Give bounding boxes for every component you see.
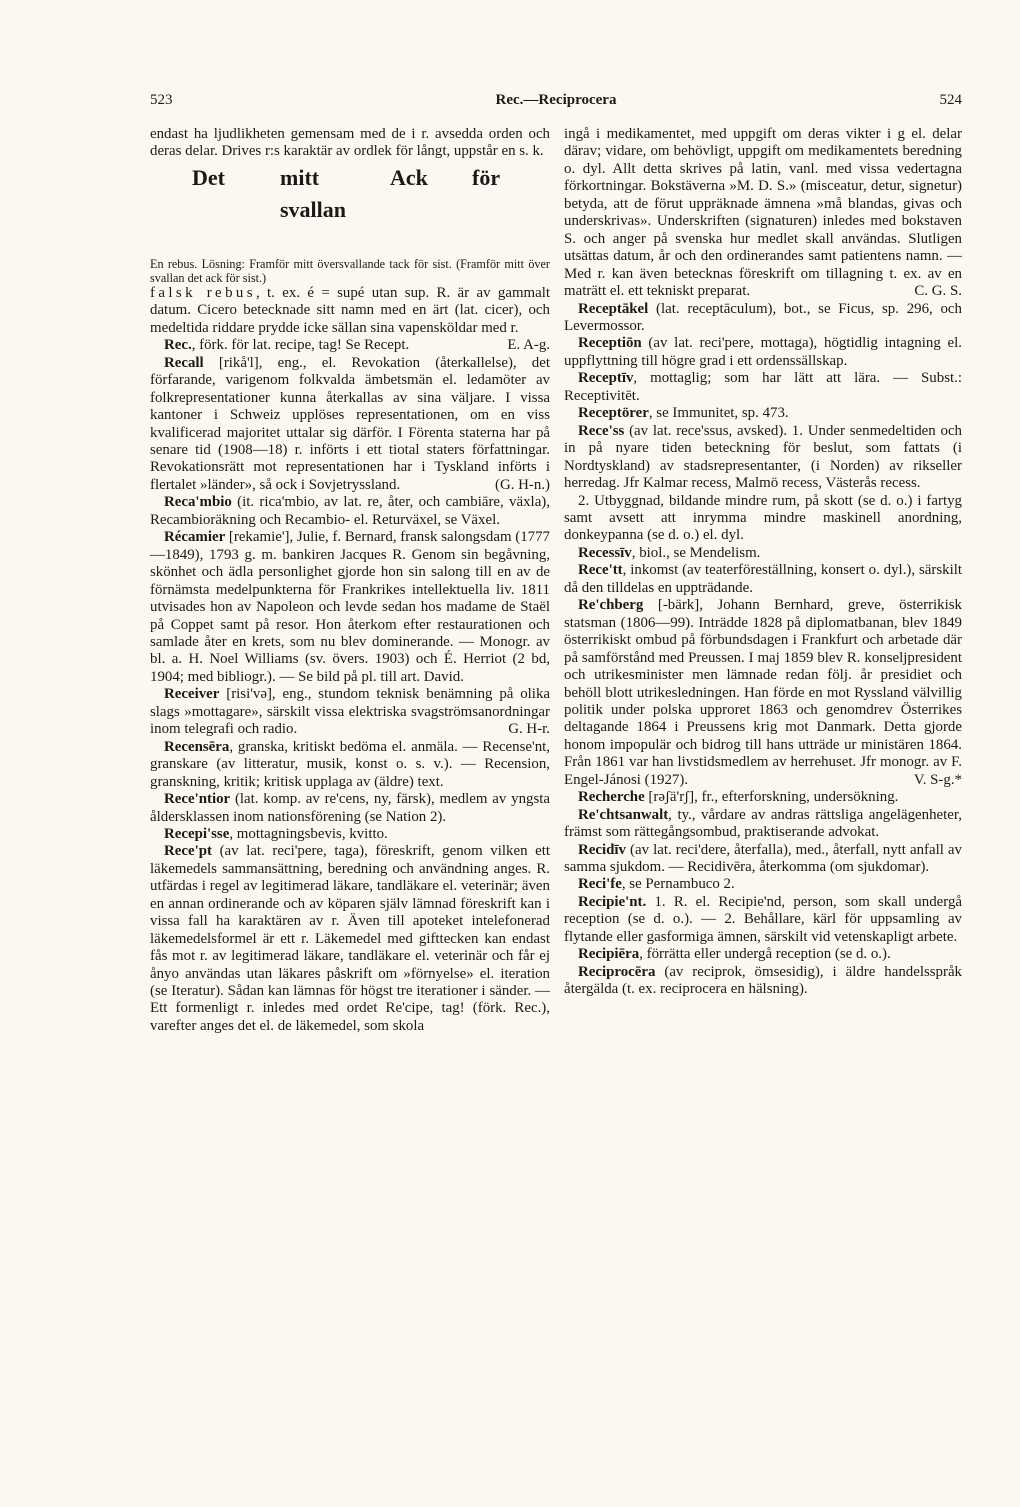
right-column [564, 126, 962, 999]
entry-recepisse [150, 826, 550, 843]
entry-rechtsanwalt [564, 807, 962, 842]
entry-text: (av lat. reci'dere, återfalla), med., återfall, nytt anfall av samma sjukdom. — Recidivēra, återkomma (om sjukdomar). [564, 841, 962, 876]
author-signature: (G. H-n.) [495, 476, 550, 493]
entry-text: (av lat. reci'pere, mottaga), högtidlig intagning el. uppflyttning till högre grad i ett ordenssällskap. [564, 335, 962, 369]
author-signature: V. S-g.* [913, 771, 962, 788]
running-title: Rec.—Reciprocera [495, 92, 617, 108]
spaced-term: falsk rebus [150, 284, 256, 301]
entry-recall [150, 355, 550, 495]
entry-recife [564, 876, 962, 893]
entry-text: , t. ex. é = supé utan sup. R. är av gammalt datum. Cicero betecknade sitt namn med en ärt (lat. cicer), och medeltida riddare prydde icke sällan sina vapensköldar med r. [150, 284, 550, 336]
page-number-right: 524 [939, 92, 962, 108]
author-signature: G. H-r. [508, 721, 550, 738]
headword: Receptörer [578, 405, 649, 422]
headword: Re'chtsanwalt [578, 806, 669, 823]
entry-text: 1. R. el. Recipie'nd, person, som skall undergå reception (se d. o.). — 2. Behållare, kärl för uppsamling av flytande eller gasformiga ämnen, särskilt vid vetenskapligt arbete. [564, 893, 962, 945]
headword: Recessīv [578, 544, 632, 561]
headword: Recipie'nt. [578, 893, 647, 910]
headword: Rece'tt [578, 562, 623, 579]
entry-text: , förk. för lat. recipe, tag! Se Recept. [191, 337, 410, 354]
rebus-word: mitt [280, 164, 320, 190]
rebus-word: Det [192, 164, 225, 190]
headword: Recidīv [578, 841, 626, 858]
left-column [150, 126, 550, 1035]
headword: Re'chberg [578, 597, 644, 614]
entry-text: (av reciprok, ömsesidig), i äldre handelsspråk återgälda (t. ex. reciprocera en hälsning). [564, 963, 962, 998]
entry-text: , ty., vårdare av andras rättsliga angelägenheter, främst som rättegångsombud, praktiserande advokat. [564, 806, 962, 841]
entry-text: , mottaglig; som har lätt att lära. — Subst.: Receptivitēt. [564, 370, 962, 404]
headword: Receptākel [578, 300, 649, 317]
rebus-caption: En rebus. Lösning: Framför mitt översvallande tack för sist. (Framför mitt över svallan det ack för sist.) [150, 256, 550, 285]
entry-continuation [564, 126, 962, 301]
author-signature: E. A-g. [507, 337, 550, 354]
headword: Reca'mbio [164, 494, 232, 511]
entry-recipient [564, 894, 962, 946]
entry-rechberg [564, 597, 962, 789]
entry-text: , inkomst (av teaterföreställning, konsert o. dyl.), särskilt då den tilldelas en uppträdande. [564, 562, 962, 596]
entry-recess [564, 423, 962, 493]
headword: Receiver [164, 686, 220, 703]
headword: Récamier [164, 529, 226, 546]
page-header [150, 92, 962, 114]
rebus-illustration [150, 164, 550, 253]
entry-receptakel [564, 301, 962, 336]
headword: Rece'ss [578, 422, 625, 439]
entry-receptorer [564, 405, 962, 422]
headword: Rec. [164, 337, 192, 354]
entry-recensera [150, 739, 550, 791]
entry-reciprocera [564, 964, 962, 999]
entry-recherche [564, 789, 962, 806]
entry-recess-2: 2. Utbyggnad, bildande mindre rum, på skott (se d. o.) i fartyg samt avsett att inrymma mindre maskinell anordning, donkeypanna (se d. o.) el. dyl. [564, 492, 962, 544]
entry-text: (it. rica'mbio, av lat. re, åter, och cambiāre, växla), Recambioräkning och Recambio- el. Returväxel, se Växel. [150, 494, 550, 528]
headword: Recipiēra [578, 946, 640, 963]
entry-text: , mottagningsbevis, kvitto. [229, 825, 388, 842]
entry-recept [150, 843, 550, 1035]
page-number-left: 523 [150, 92, 173, 108]
entry-continuation: endast ha ljudlikheten gemensam med de i r. avsedda orden och deras delar. Drives r:s karaktär av ordlek för långt, uppstår en s. k. [150, 126, 550, 160]
entry-text: (lat. komp. av re'cens, ny, färsk), medlem av yngsta åldersklassen inom nationsförening (se Nation 2). [150, 791, 550, 825]
headword: Receptīv [578, 370, 634, 387]
author-signature: C. G. S. [914, 283, 962, 300]
headword: Recepi'sse [164, 825, 230, 842]
headword: Reciprocēra [578, 963, 656, 980]
entry-text: (lat. receptāculum), bot., se Ficus, sp. 296, och Levermossor. [564, 300, 962, 334]
entry-text: ingå i medikamentet, med uppgift om deras vikter i g el. delar därav; vidare, om behövligt, uppgift om medikamentets beredning o. dyl. Allt detta skrives på latin, vanl. med vissa vedertagna förkortningar. Bokstäverna »M. D. S.» (misceatur, detur, signetur) betyda, att de förut uppräknade ämnena »må blandas, givas och underskrivas». Underskriften (signaturen) inledes med bokstaven S. och anger på svenska hur medlet skall användas. Slutligen utsättas datum, år och den ordinerandes samt patientens namn. — Med r. kan även betecknas föreskrift om tillagning t. ex. av en maträtt el. ett tekniskt preparat. [564, 126, 962, 300]
headword: Rece'ntior [164, 791, 231, 808]
rebus-word: Ack [390, 164, 428, 190]
entry-recipiera [564, 946, 962, 963]
headword: Recherche [578, 789, 645, 806]
entry-text: , se Pernambuco 2. [621, 876, 735, 893]
entry-text: [risi'vә], eng., stundom teknisk benämning på olika slags »mottagare», särskilt vissa elektriska svagströmsanordningar inom telegrafi och radio. [150, 686, 550, 738]
entry-receiver [150, 686, 550, 738]
headword: Rece'pt [164, 843, 212, 860]
rebus-word: svallan [280, 196, 347, 222]
entry-text: [rekamie'], Julie, f. Bernard, fransk salongsdam (1777—1849), 1793 g. m. bankiren Jacques R. Genom sin begåvning, skönhet och ädla personlighet gjorde hon sin salong till en av de förnämsta medelpunkterna för Frankrikes intellektuella liv. 1811 utvisades hon av Napoleon och levde sedan hos madame de Staël på Coppet samt på resor. Hon återkom efter restaurationen och samlade åter en krets, som nu blev dominerande. — Monogr. av bl. a. H. Noel Williams (sv. övers. 1903) och É. Herriot (2 bd, 1904; med bibliogr.). — Se bild på pl. till art. David. [150, 529, 550, 685]
entry-recentior [150, 791, 550, 826]
entry-recessiv [564, 545, 962, 562]
entry-receptiv [564, 370, 962, 405]
entry-text: , granska, kritiskt bedöma el. anmäla. — Recense'nt, granskare (av litteratur, musik, konst o. s. v.). — Recension, granskning, kritik; kritisk upplaga av (äldre) text. [150, 738, 550, 790]
entry-text: [rәʃä'rʃ], fr., efterforskning, undersökning. [644, 789, 899, 806]
entry-reception [564, 335, 962, 370]
headword: Receptiōn [578, 335, 642, 352]
headword: Recensēra [164, 738, 230, 755]
rebus-word: för [472, 164, 501, 190]
entry-recamier [150, 529, 550, 686]
headword: Reci'fe [578, 876, 622, 893]
entry-recett [564, 562, 962, 597]
headword: Recall [164, 354, 204, 371]
entry-text: [-bärk], Johann Bernhard, greve, österrikisk statsman (1806—99). Inträdde 1828 på diplomatbanan, blev 1849 österrikiskt ombud på förbundsdagen i Frankfurt och arbetade där på samförstånd med Preussen. I maj 1859 blev R. konseljpresident och utrikesminister men lämnade redan följ. år presidiet och behöll blott utrikesledningen. Han förde en mot Ryssland välvillig politik under polska upproret 1863 och genomdrev Österrikes deltagande 1864 i Preussens krig mot Danmark. Detta gjorde honom impopulär och bidrog till hans utträde ur ministären 1864. Från 1861 var han livstidsmedlem av herrehuset. Jfr monogr. av F. Engel-Jánosi (1927). [564, 597, 962, 788]
entry-text: , förrätta eller undergå reception (se d. o.). [639, 946, 891, 963]
entry-rec [150, 337, 550, 354]
entry-recambio [150, 494, 550, 529]
entry-text: [rikå'l], eng., el. Revokation (återkallelse), det förfarande, varigenom folkvalda ämbetsmän el. ledamöter av folkrepresentationer kunna återkallas av sina väljare. I vissa kantoner i Schweiz upplöses representationen, om en viss kvalificerad majoritet uttalar sig därför. I Förenta staterna har på senare tid (1908—18) r. införts i ett tiotal staters författningar. Revokationsrätt mot representationen har i Tyskland införts i flertalet »länder», så ock i Sovjetryssland. [150, 354, 550, 493]
entry-text: , biol., se Mendelism. [631, 544, 761, 561]
entry-text: (av lat. reci'pere, taga), föreskrift, genom vilken ett läkemedels sammansättning, beredning och användning anges. R. utfärdas i regel av legitimerad läkare, tandläkare el. veterinär; även en annan ordinerande och av köparen själv lämnad föreskrift kan i vissa fall ha karaktären av r. Även till apoteket intelefonerad läkemedelsformel är ett r. Läkemedel med gifttecken kan endast fås mot r. av legitimerad läkare, tandläkare el. veterinär och får ej ånyo användas utan läkares påskrift om »förnyelse» el. iteration (se Iteratur). Sådan kan lämnas för högst tre iterationer i sänder. — Ett formenligt r. inledes med ordet Re'cipe, tag! (förk. Rec.), varefter anges det el. de läkemedel, som skola [150, 843, 550, 1034]
entry-text: , se Immunitet, sp. 473. [648, 405, 789, 422]
entry-recidiv [564, 842, 962, 877]
entry-text: (av lat. rece'ssus, avsked). 1. Under senmedeltiden och in på nyare tiden beteckning för beslut, som fattats (i Nordtyskland) av stadsrepresentanter, (i Norden) av rikseller herredag. Jfr Kalmar recess, Malmö recess, Västerås recess. [564, 422, 962, 492]
